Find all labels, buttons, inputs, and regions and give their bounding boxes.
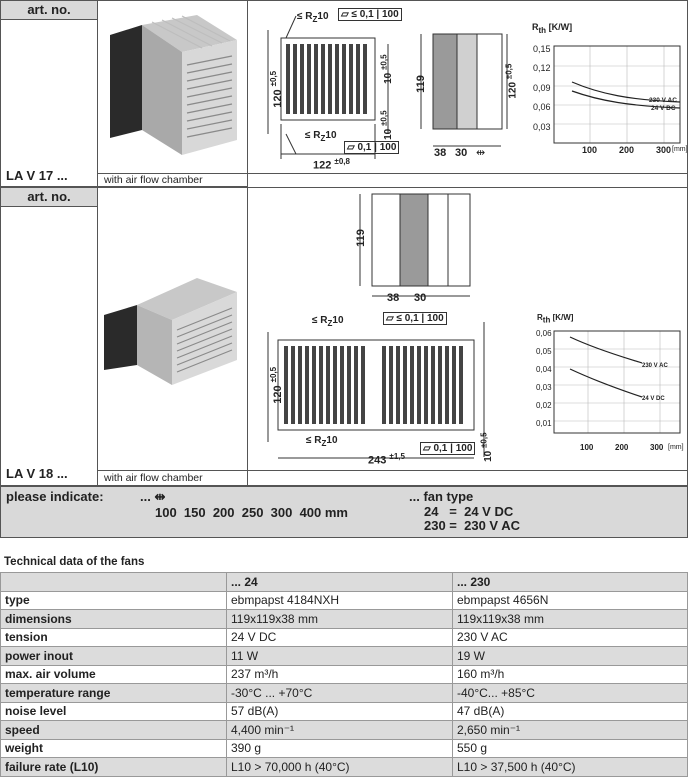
chart2-xtick-300: 300 [650,443,664,452]
chart1-xtick-300: 300 [656,145,672,155]
d2-h120: 120 $^{\pm 0,5}$ [269,366,284,404]
table-row: speed 4,400 min⁻¹ 2,650 min⁻¹ [1,721,688,740]
d2-tol-top: ▱ ≤ 0,1 | 100 [383,312,447,325]
d1-w122: 122 $^{\pm 0,8}$ [313,157,350,172]
d2-w38: 38 [387,292,400,304]
d1-tol-top: ▱ ≤ 0,1 | 100 [338,8,402,21]
section1-caption: with air flow chamber [104,174,203,186]
d2-tol-bot: ▱ 0,1 | 100 [420,442,475,455]
indicate-fan-type: ... fan type [409,489,474,504]
d1-d10-top: 10 $^{\pm 0,5}$ [379,54,394,84]
d2-w243: 243 $^{\pm 1,5}$ [368,452,405,467]
art-no-label: art. no. [27,2,71,17]
indicate-opt1: 24 = 24 V DC [424,504,514,519]
d1-side120: 120 $^{\pm 0,5}$ [504,63,519,99]
drawing-2-side-view [352,190,482,305]
d2-rz-bot: ≤ $R_Z10$ [306,435,338,448]
indicate-lengths: 100 150 200 250 300 400 mm [155,505,348,520]
d1-rz-bot: ≤ $R_Z10$ [305,130,337,143]
chart2-yticks: 0,06 0,05 0,04 0,03 0,02 0,01 [536,329,552,428]
table-row: dimensions 119x119x38 mm 119x119x38 mm [1,610,688,629]
indicate-opt2: 230 = 230 V AC [424,518,520,533]
tech-table [0,572,688,777]
section1-left-cell [0,19,98,187]
d2-w30: 30 [414,292,427,304]
chart1-series-a: 230 V AC [649,97,677,104]
chart2 [530,325,685,443]
d2-d10: 10 $^{\pm 0,5}$ [479,432,494,462]
table-row: power inout 11 W 19 W [1,647,688,666]
tech-col-230: ... 230 [453,573,688,592]
d2-h119: 119 [354,229,367,247]
chart1-xunit: [mm] [672,146,688,153]
table-row: weight 390 g 550 g [1,739,688,758]
section2-art-header [0,187,98,207]
table-row: type ebmpapst 4184NXH ebmpapst 4656N [1,591,688,610]
chart1-xtick-200: 200 [619,145,635,155]
d1-w38: 38 [434,147,447,159]
d1-h120: 120 $^{\pm 0,5}$ [269,70,284,108]
d1-tol-bot: ▱ 0,1 | 100 [344,141,399,154]
indicate-label: please indicate: [6,489,104,504]
heatsink-photo-1 [102,10,242,160]
section1-art-header [0,0,98,20]
tech-col-24: ... 24 [227,573,453,592]
chart2-xtick-100: 100 [580,443,594,452]
section1-model: LA V 17 ... [6,168,68,183]
section2-model: LA V 18 ... [6,466,68,481]
section1-caption-cell [97,173,688,188]
chart1-yticks: 0,15 0,12 0,09 0,06 0,03 [533,44,551,132]
section2-caption-cell [97,470,688,486]
table-row: noise level 57 dB(A) 47 dB(A) [1,702,688,721]
drawing-2-front-view [258,312,498,462]
chart1-ylabel: $R_{th}$ [K/W] [532,22,573,35]
section2-left-cell [0,206,98,486]
chart2-xtick-200: 200 [615,443,629,452]
chart2-ylabel: $R_{th}$ [K/W] [537,313,574,325]
table-row: tension 24 V DC 230 V AC [1,628,688,647]
d1-d10-bot: 10 $^{\pm 0,5}$ [379,110,394,140]
chart1-series-b: 24 V DC [651,105,676,112]
tech-title: Technical data of the fans [4,556,145,568]
heatsink-photo-2 [102,270,242,390]
d1-h119: 119 [414,75,427,93]
chart2-series-b: 24 V DC [642,396,665,402]
d2-rz-top: ≤ $R_Z10$ [312,315,344,328]
d1-arrow-icon: ⇹ [476,147,486,159]
art-no-label-2: art. no. [27,189,71,204]
tech-header-row [1,573,688,592]
chart1-xtick-100: 100 [582,145,598,155]
d1-w30: 30 [455,147,468,159]
table-row: max. air volume 237 m³/h 160 m³/h [1,665,688,684]
d1-rz-top: ≤ $R_Z10$ [297,11,329,24]
indicate-dots1: ... ⇹ [140,489,166,504]
table-row: failure rate (L10) L10 > 70,000 h (40°C) L10 > 37,500 h (40°C) [1,758,688,777]
drawing-1-side-view [413,28,513,158]
chart2-series-a: 230 V AC [642,363,668,369]
section2-caption: with air flow chamber [104,472,203,484]
table-row: temperature range -30°C ... +70°C -40°C... +85°C [1,684,688,703]
chart2-xunit: [mm] [668,444,684,451]
